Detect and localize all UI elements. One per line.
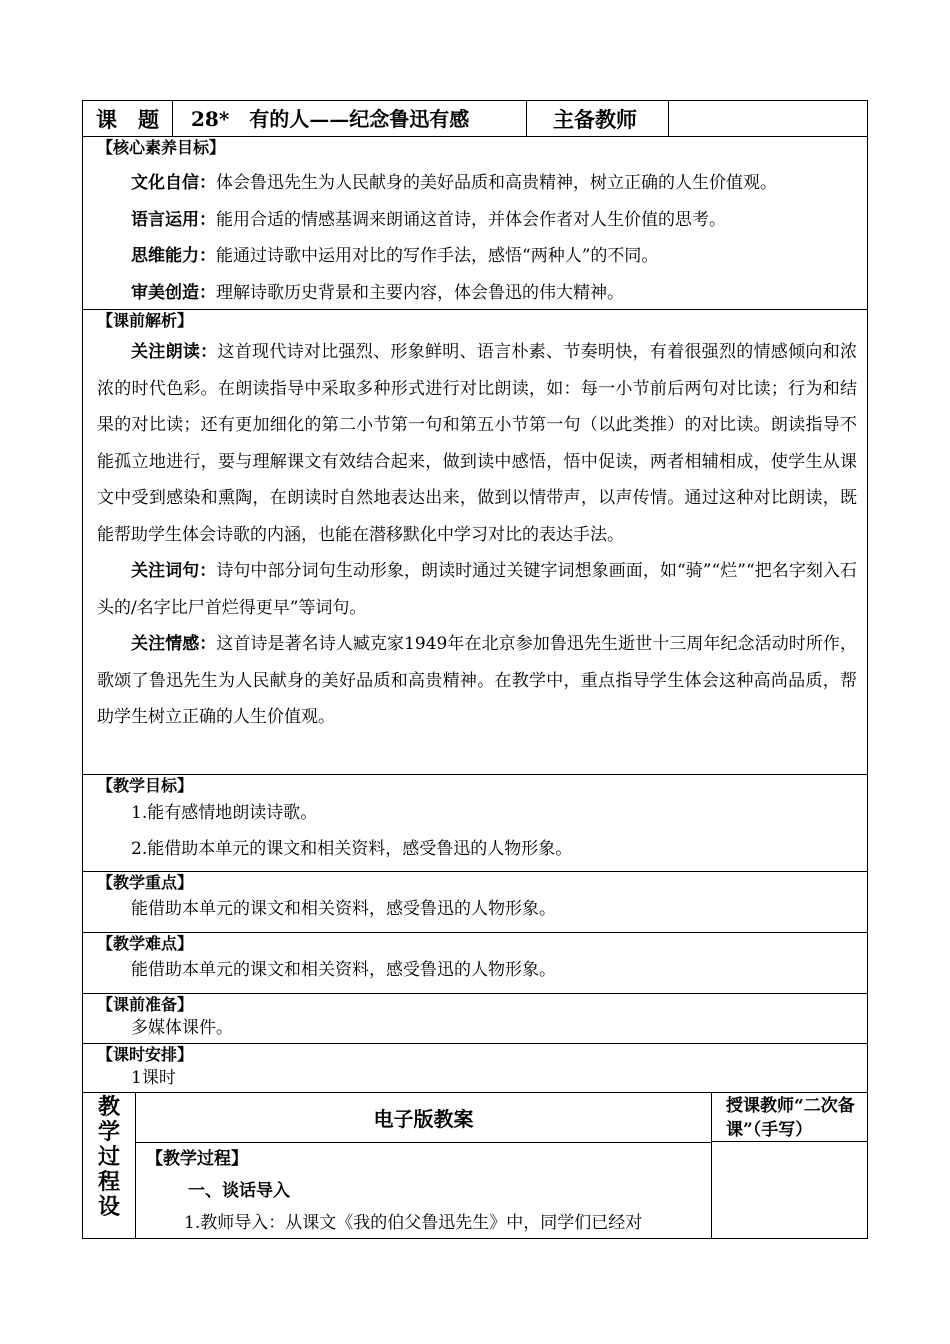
analysis-text: 诗句中部分词句生动形象，朗读时通过关键字词想象画面，如“骑”“烂”“把名字刻入石头的/名字比尸首烂得更早”等词句。 <box>97 561 858 618</box>
analysis-label: 关注朗读： <box>131 342 218 362</box>
second-prep-heading: 授课教师“二次备课”（手写） <box>712 1093 867 1142</box>
analysis-label: 关注词句： <box>131 561 217 581</box>
side-char: 程 <box>97 1169 120 1195</box>
schedule-text: 1课时 <box>131 1068 176 1088</box>
process-side-label <box>83 1093 136 1238</box>
electronic-plan-column <box>136 1093 712 1238</box>
subject-label: 课 题 <box>83 101 173 136</box>
difficulties-section <box>82 933 868 994</box>
schedule-heading: 【课时安排】 <box>97 1045 194 1064</box>
core-goal-item <box>83 275 867 312</box>
title-row <box>82 100 868 137</box>
core-goals-section <box>82 137 868 310</box>
analysis-paragraph <box>83 626 867 736</box>
core-goal-label: 思维能力： <box>131 246 216 266</box>
difficulties-text: 能借助本单元的课文和相关资料，感受鲁迅的人物形象。 <box>131 960 556 980</box>
side-char: 过 <box>97 1144 120 1170</box>
core-goal-label: 语言运用： <box>131 209 216 230</box>
preparation-section <box>82 994 868 1044</box>
side-char: 设 <box>97 1194 120 1220</box>
teaching-goal-item: 1.能有感情地朗读诗歌。 <box>131 803 318 823</box>
teacher-value <box>669 101 867 136</box>
core-goal-text: 理解诗歌历史背景和主要内容，体会鲁迅的伟大精神。 <box>216 282 624 303</box>
side-char: 学 <box>97 1119 120 1145</box>
key-points-text: 能借助本单元的课文和相关资料，感受鲁迅的人物形象。 <box>131 899 556 919</box>
key-points-section <box>82 872 868 933</box>
step-text: 1.教师导入：从课文《我的伯父鲁迅先生》中，同学们已经对 <box>184 1213 643 1233</box>
core-goal-item <box>83 238 867 275</box>
process-section <box>82 1093 868 1239</box>
core-goal-item <box>83 202 867 239</box>
lesson-title: 28* 有的人——纪念鲁迅有感 <box>173 101 527 136</box>
analysis-label: 关注情感： <box>131 634 217 654</box>
core-goal-label: 审美创造： <box>131 282 216 303</box>
core-goal-text: 体会鲁迅先生为人民献身的美好品质和高贵精神，树立正确的人生价值观。 <box>216 173 777 193</box>
preparation-heading: 【课前准备】 <box>97 995 194 1014</box>
teacher-label: 主备教师 <box>527 101 669 136</box>
core-goal-item <box>83 165 867 202</box>
analysis-section <box>82 310 868 775</box>
teaching-goals-heading: 【教学目标】 <box>97 776 194 795</box>
second-prep-column <box>712 1093 867 1238</box>
preparation-text: 多媒体课件。 <box>131 1018 233 1038</box>
teaching-goals-section <box>82 775 868 872</box>
difficulties-heading: 【教学难点】 <box>97 934 194 953</box>
step-title: 一、谈话导入 <box>188 1181 290 1201</box>
core-goal-text: 能用合适的情感基调来朗诵这首诗，并体会作者对人生价值的思考。 <box>216 209 726 230</box>
analysis-text: 这首诗是著名诗人臧克家1949年在北京参加鲁迅先生逝世十三周年纪念活动时所作，歌颂了鲁迅先生为人民献身的美好品质和高贵精神。在教学中，重点指导学生体会这种高尚品质，帮助学生树立正确的人生价值观。 <box>97 634 857 727</box>
analysis-paragraph <box>83 553 867 626</box>
electronic-plan-heading: 电子版教案 <box>136 1093 711 1143</box>
analysis-paragraph <box>83 334 867 553</box>
schedule-section <box>82 1044 868 1093</box>
core-goals-heading: 【核心素养目标】 <box>97 138 226 157</box>
process-heading: 【教学过程】 <box>146 1149 248 1169</box>
side-char: 教 <box>97 1094 120 1120</box>
teaching-goal-item: 2.能借助本单元的课文和相关资料，感受鲁迅的人物形象。 <box>131 839 573 859</box>
core-goal-text: 能通过诗歌中运用对比的写作手法，感悟“两种人”的不同。 <box>216 246 659 266</box>
analysis-text: 这首现代诗对比强烈、形象鲜明、语言朴素、节奏明快，有着很强烈的情感倾向和浓浓的时代色彩。在朗读指导中采取多种形式进行对比朗读，如：每一小节前后两句对比读；行为和结果的对比读；还有更加细化的第二小节第一句和第五小节第一句（以此类推）的对比读。朗读指导不能孤立地进行，要与理解课文有效结合起来，做到读中感悟，悟中促读，两者相辅相成，使学生从课文中受到感染和熏陶，在朗读时自然地表达出来，做到以情带声，以声传情。通过这种对比朗读，既能帮助学生体会诗歌的内涵，也能在潜移默化中学习对比的表达手法。 <box>97 342 858 545</box>
lesson-plan-table <box>82 100 868 1239</box>
analysis-heading: 【课前解析】 <box>97 311 194 330</box>
key-points-heading: 【教学重点】 <box>97 873 194 892</box>
core-goal-label: 文化自信： <box>131 173 216 193</box>
